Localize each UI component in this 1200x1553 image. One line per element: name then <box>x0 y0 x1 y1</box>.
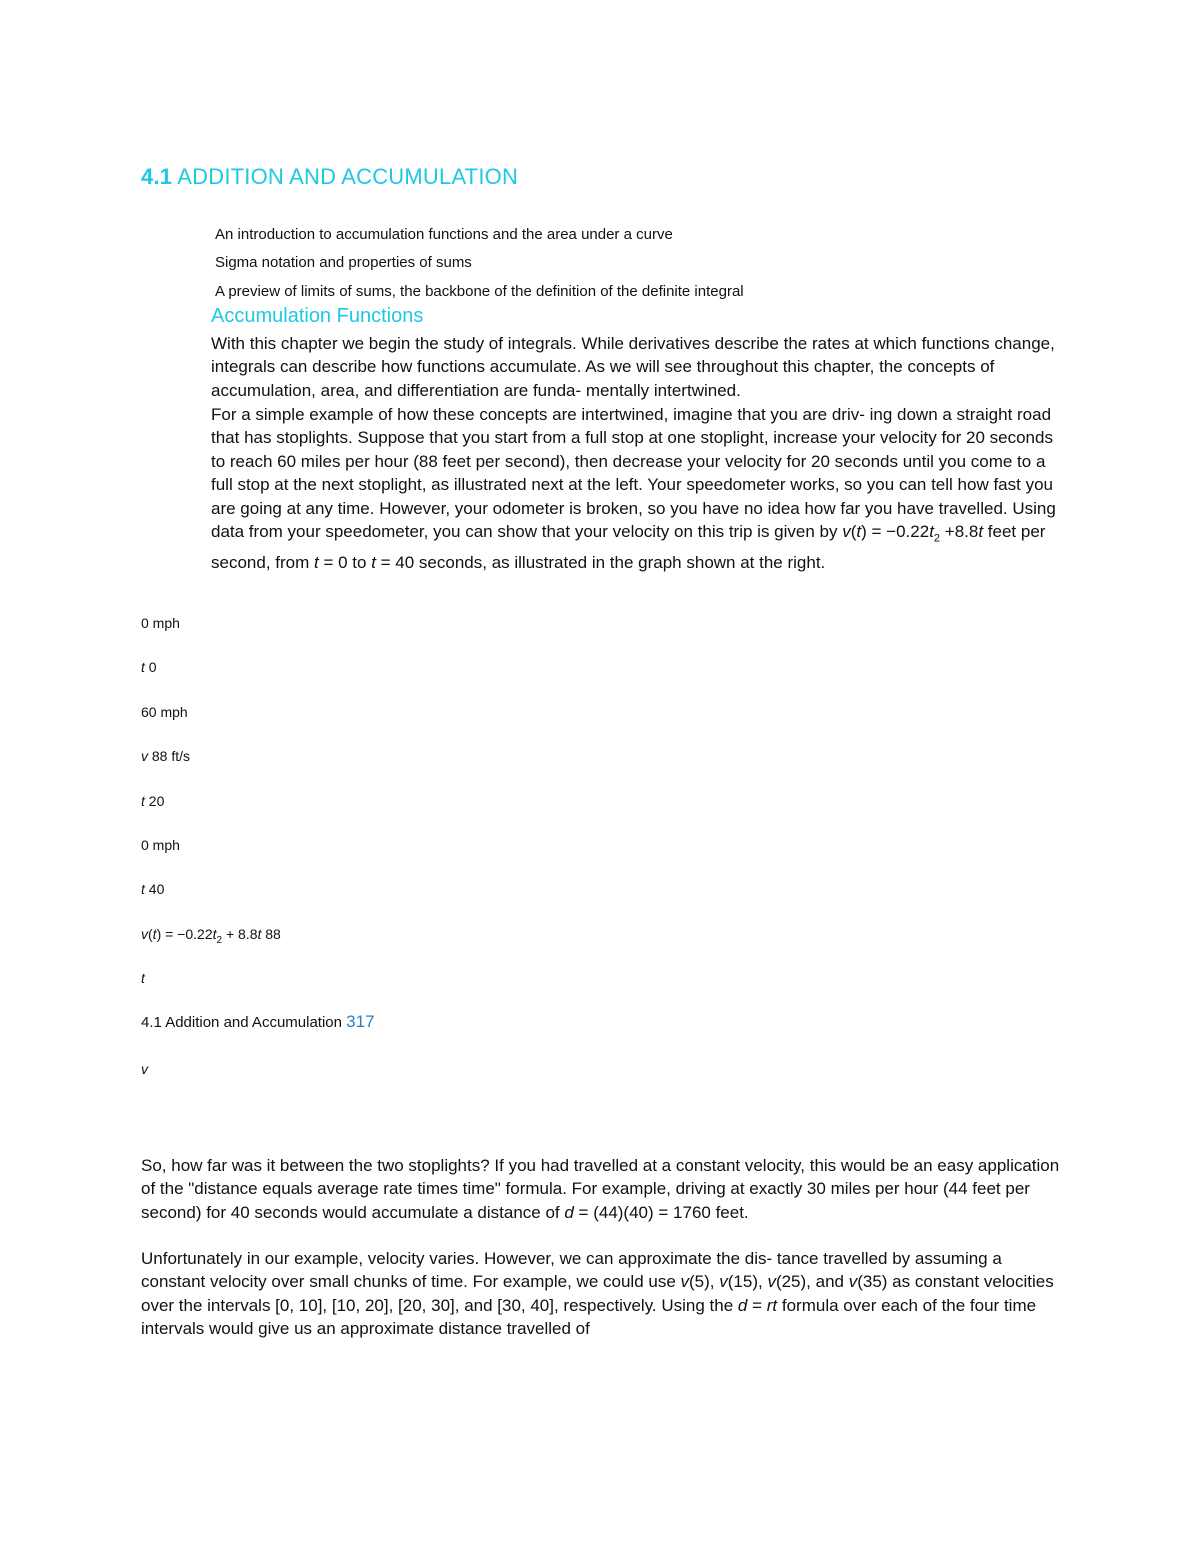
example-paragraph: For a simple example of how these concepts are intertwined, imagine that you are driv- ing down a straight road that has stoplights. Suppose that you start from a full stop at one stoplight, increase your velocity for 20 seconds to reach 60 miles per hour (88 feet per second), then decrease your velocity for 20 seconds until you come to a full stop at the next stoplight, as illustrated next at the left. Your speedometer works, so you can tell how fast you are going at any time. However, your odometer is broken, so you have no idea how far you have travelled. Using data from your speedometer, you can show that your velocity on this trip is given by $v(t) = -0.22t_2 +8.8t$ feet per second, from t = 0 to t = 40 seconds, as illustrated in the graph shown at the right. <box>211 405 1056 572</box>
objective-item: An introduction to accumulation functions and the area under a curve <box>215 226 673 243</box>
figure-label-velocity: v 88 ft/s <box>141 748 191 764</box>
figure-label-axis-v: v <box>141 1061 148 1077</box>
intro-paragraph: With this chapter we begin the study of integrals. While derivatives describe the rates at which functions change, integrals can describe how functions accumulate. As we will see throughout this chapter, the concepts of accumulation, area, and differentiation are funda- mentally intertwined. <box>211 334 1055 400</box>
figure-label-mph: 0 mph <box>141 615 180 631</box>
figure-label-equation: $v(t) = -0.22t_2 + 8.8t$ 88 <box>141 926 281 946</box>
page-number: 317 <box>346 1012 375 1031</box>
section-title-text: ADDITION AND ACCUMULATION <box>177 164 519 189</box>
figure-label-mph: 0 mph <box>141 837 180 853</box>
subheading: Accumulation Functions <box>211 305 424 327</box>
objective-item: A preview of limits of sums, the backbone of the definition of the definite integral <box>215 283 744 300</box>
running-footer <box>141 1012 375 1032</box>
figure-label-time: t 20 <box>141 793 165 809</box>
objective-item: Sigma notation and properties of sums <box>215 254 472 271</box>
figure-label-time: t 0 <box>141 659 157 675</box>
figure-label-time: t 40 <box>141 881 165 897</box>
figure-label-axis-t: t <box>141 970 145 986</box>
approximation-paragraph: Unfortunately in our example, velocity varies. However, we can approximate the dis- tance travelled by assuming a constant velocity over small chunks of time. For example, we could use v(5), v(15), v(25), and v(35) as constant velocities over the intervals [0, 10], [10, 20], [20, 30], and [30, 40], respectively. Using the d = rt formula over each of the four time intervals would give us an approximate distance travelled of <box>141 1249 1054 1339</box>
section-number: 4.1 <box>141 164 173 189</box>
section-title <box>141 164 518 190</box>
question-paragraph: So, how far was it between the two stoplights? If you had travelled at a constant velocity, this would be an easy application of the "distance equals average rate times time" formula. For example, driving at exactly 30 miles per hour (44 feet per second) for 40 seconds would accumulate a distance of d = (44)(40) = 1760 feet. <box>141 1156 1060 1222</box>
footer-label: 4.1 Addition and Accumulation <box>141 1014 347 1031</box>
figure-label-mph: 60 mph <box>141 704 188 720</box>
